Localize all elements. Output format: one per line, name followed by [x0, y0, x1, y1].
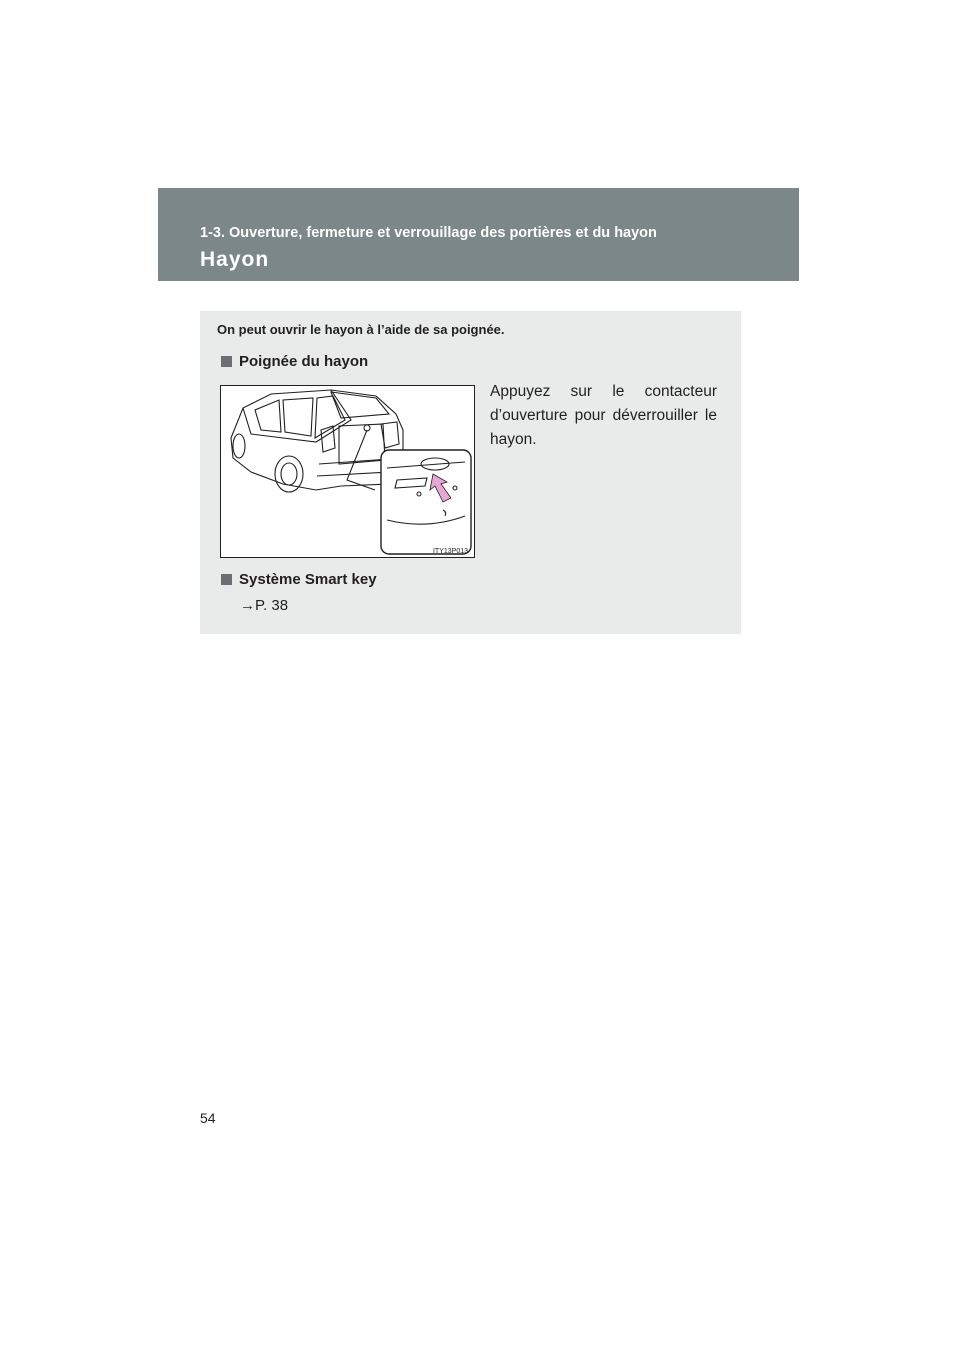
section-heading-label: Système Smart key [239, 571, 377, 588]
figure-code: ITY13P013 [432, 548, 468, 555]
square-bullet-icon [221, 574, 232, 585]
page-number: 54 [200, 1110, 216, 1126]
car-rear-drawing [221, 386, 475, 558]
intro-text: On peut ouvrir le hayon à l’aide de sa poignée. [217, 322, 505, 337]
header-band [158, 188, 799, 281]
tailgate-instruction: Appuyez sur le contacteur d’ouverture pour déverrouiller le hayon. [490, 383, 717, 448]
section-path: 1-3. Ouverture, fermeture et verrouillage des portières et du hayon [200, 225, 657, 241]
tailgate-illustration [220, 385, 475, 558]
section-heading-label: Poignée du hayon [239, 353, 369, 370]
section-heading-tailgate-handle [221, 353, 368, 370]
content-box [200, 311, 741, 634]
page-title: Hayon [200, 248, 270, 271]
square-bullet-icon [221, 356, 232, 367]
page-reference-link[interactable]: →P. 38 [240, 597, 289, 614]
section-heading-smart-key [221, 571, 377, 588]
